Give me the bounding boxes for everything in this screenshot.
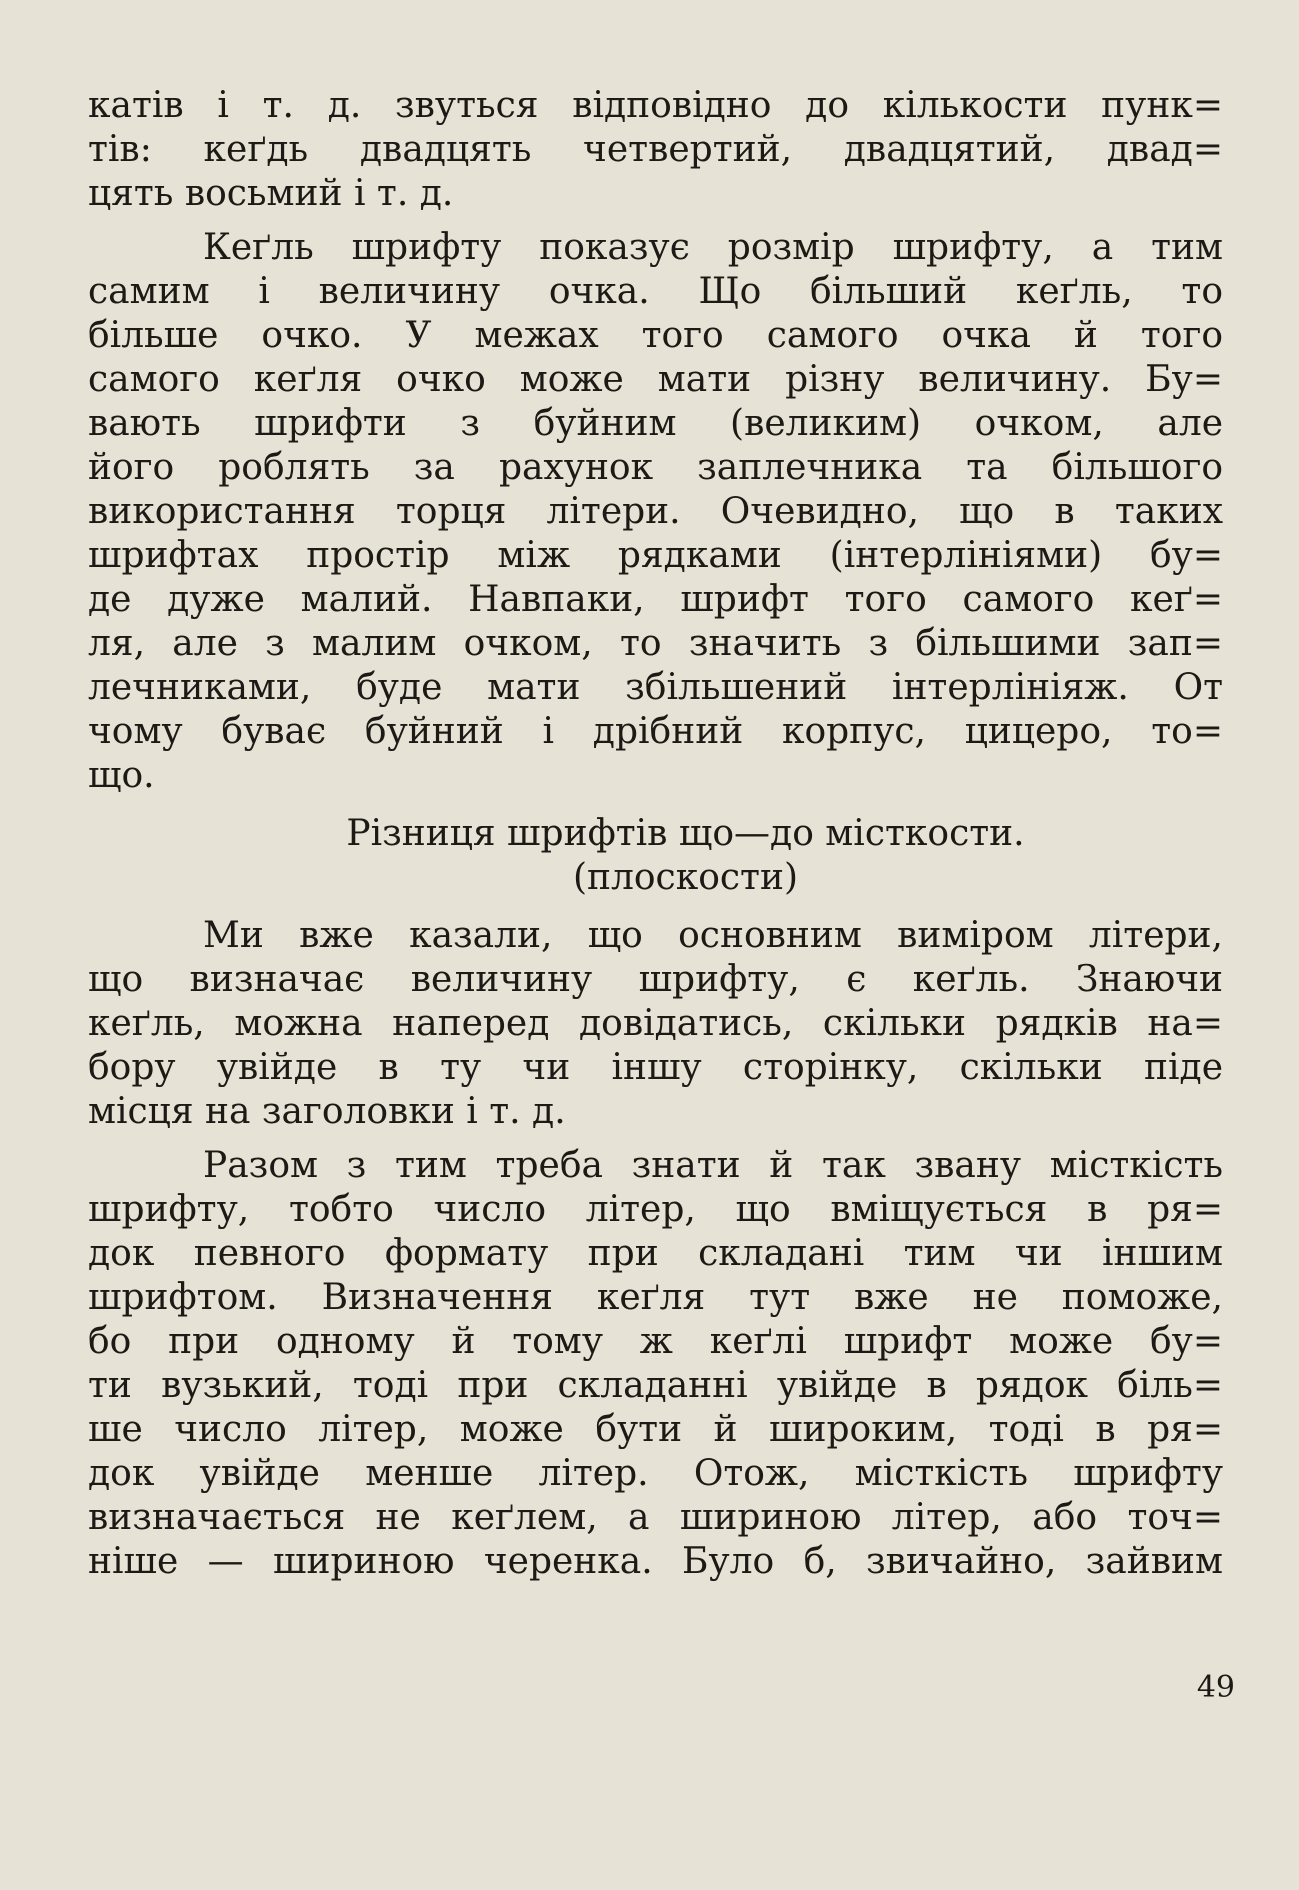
- text-line: Разом з тим треба знати й так звану місткість: [203, 1145, 1223, 1186]
- text-line: ніше — шириною черенка. Було б, звичайно, зайвим: [88, 1541, 1223, 1582]
- text-line: шрифтах простір між рядками (інтерлініями) бу=: [88, 535, 1223, 576]
- paragraph-4: [88, 1144, 1223, 1584]
- text-line: його роблять за рахунок заплечника та більшого: [88, 447, 1223, 488]
- heading-line-2: (плоскости): [572, 857, 799, 898]
- text-line: Кеґль шрифту показує розмір шрифту, а тим: [203, 227, 1223, 268]
- text-line: док певного формату при складані тим чи іншим: [88, 1233, 1223, 1274]
- text-line: самим і величину очка. Що більший кеґль, то: [88, 271, 1223, 312]
- text-line: використання торця літери. Очевидно, що в таких: [88, 491, 1223, 532]
- page-number: 49: [1196, 1670, 1235, 1705]
- text-line: шрифтом. Визначення кеґля тут вже не поможе,: [88, 1277, 1223, 1318]
- text-line: що визначає величину шрифту, є кеґль. Знаючи: [88, 959, 1223, 1000]
- text-line: док увійде менше літер. Отож, місткість шрифту: [88, 1453, 1223, 1494]
- text-line: бо при одному й тому ж кеґлі шрифт може бу=: [88, 1321, 1223, 1362]
- paragraph-3: [88, 914, 1223, 1134]
- section-heading: [88, 812, 1223, 900]
- text-line: лечниками, буде мати збільшений інтерлініяж. От: [88, 667, 1223, 708]
- text-line: місця на заголовки і т. д.: [88, 1091, 566, 1132]
- text-line: катів і т. д. звуться відповідно до кількости пунк=: [88, 85, 1223, 126]
- paragraph-2: [88, 226, 1223, 798]
- text-line: визначається не кеґлем, а шириною літер, або точ=: [88, 1497, 1223, 1538]
- text-line: ти вузький, тоді при складанні увійде в рядок біль=: [88, 1365, 1223, 1406]
- text-line: де дуже малий. Навпаки, шрифт того самого кеґ=: [88, 579, 1223, 620]
- text-line: тів: кеґдь двадцять четвертий, двадцятий, двад=: [88, 129, 1223, 170]
- text-line: ше число літер, може бути й широким, тоді в ря=: [88, 1409, 1223, 1450]
- text-line: самого кеґля очко може мати різну величину. Бу=: [88, 359, 1223, 400]
- text-line: шрифту, тобто число літер, що вміщується в ря=: [88, 1189, 1223, 1230]
- text-line: більше очко. У межах того самого очка й того: [88, 315, 1223, 356]
- page-text: [88, 84, 1223, 1584]
- text-line: Ми вже казали, що основним виміром літери,: [203, 915, 1223, 956]
- text-line: цять восьмий і т. д.: [88, 173, 454, 214]
- text-line: ля, але з малим очком, то значить з більшими зап=: [88, 623, 1223, 664]
- heading-line-1: Різниця шрифтів що—до місткости.: [346, 813, 1025, 854]
- text-line: бору увійде в ту чи іншу сторінку, скільки піде: [88, 1047, 1223, 1088]
- text-line: чому буває буйний і дрібний корпус, цицеро, то=: [88, 711, 1223, 752]
- text-line: вають шрифти з буйним (великим) очком, але: [88, 403, 1223, 444]
- text-line: кеґль, можна наперед довідатись, скільки рядків на=: [88, 1003, 1223, 1044]
- paragraph-1: [88, 84, 1223, 216]
- text-line: що.: [88, 755, 155, 796]
